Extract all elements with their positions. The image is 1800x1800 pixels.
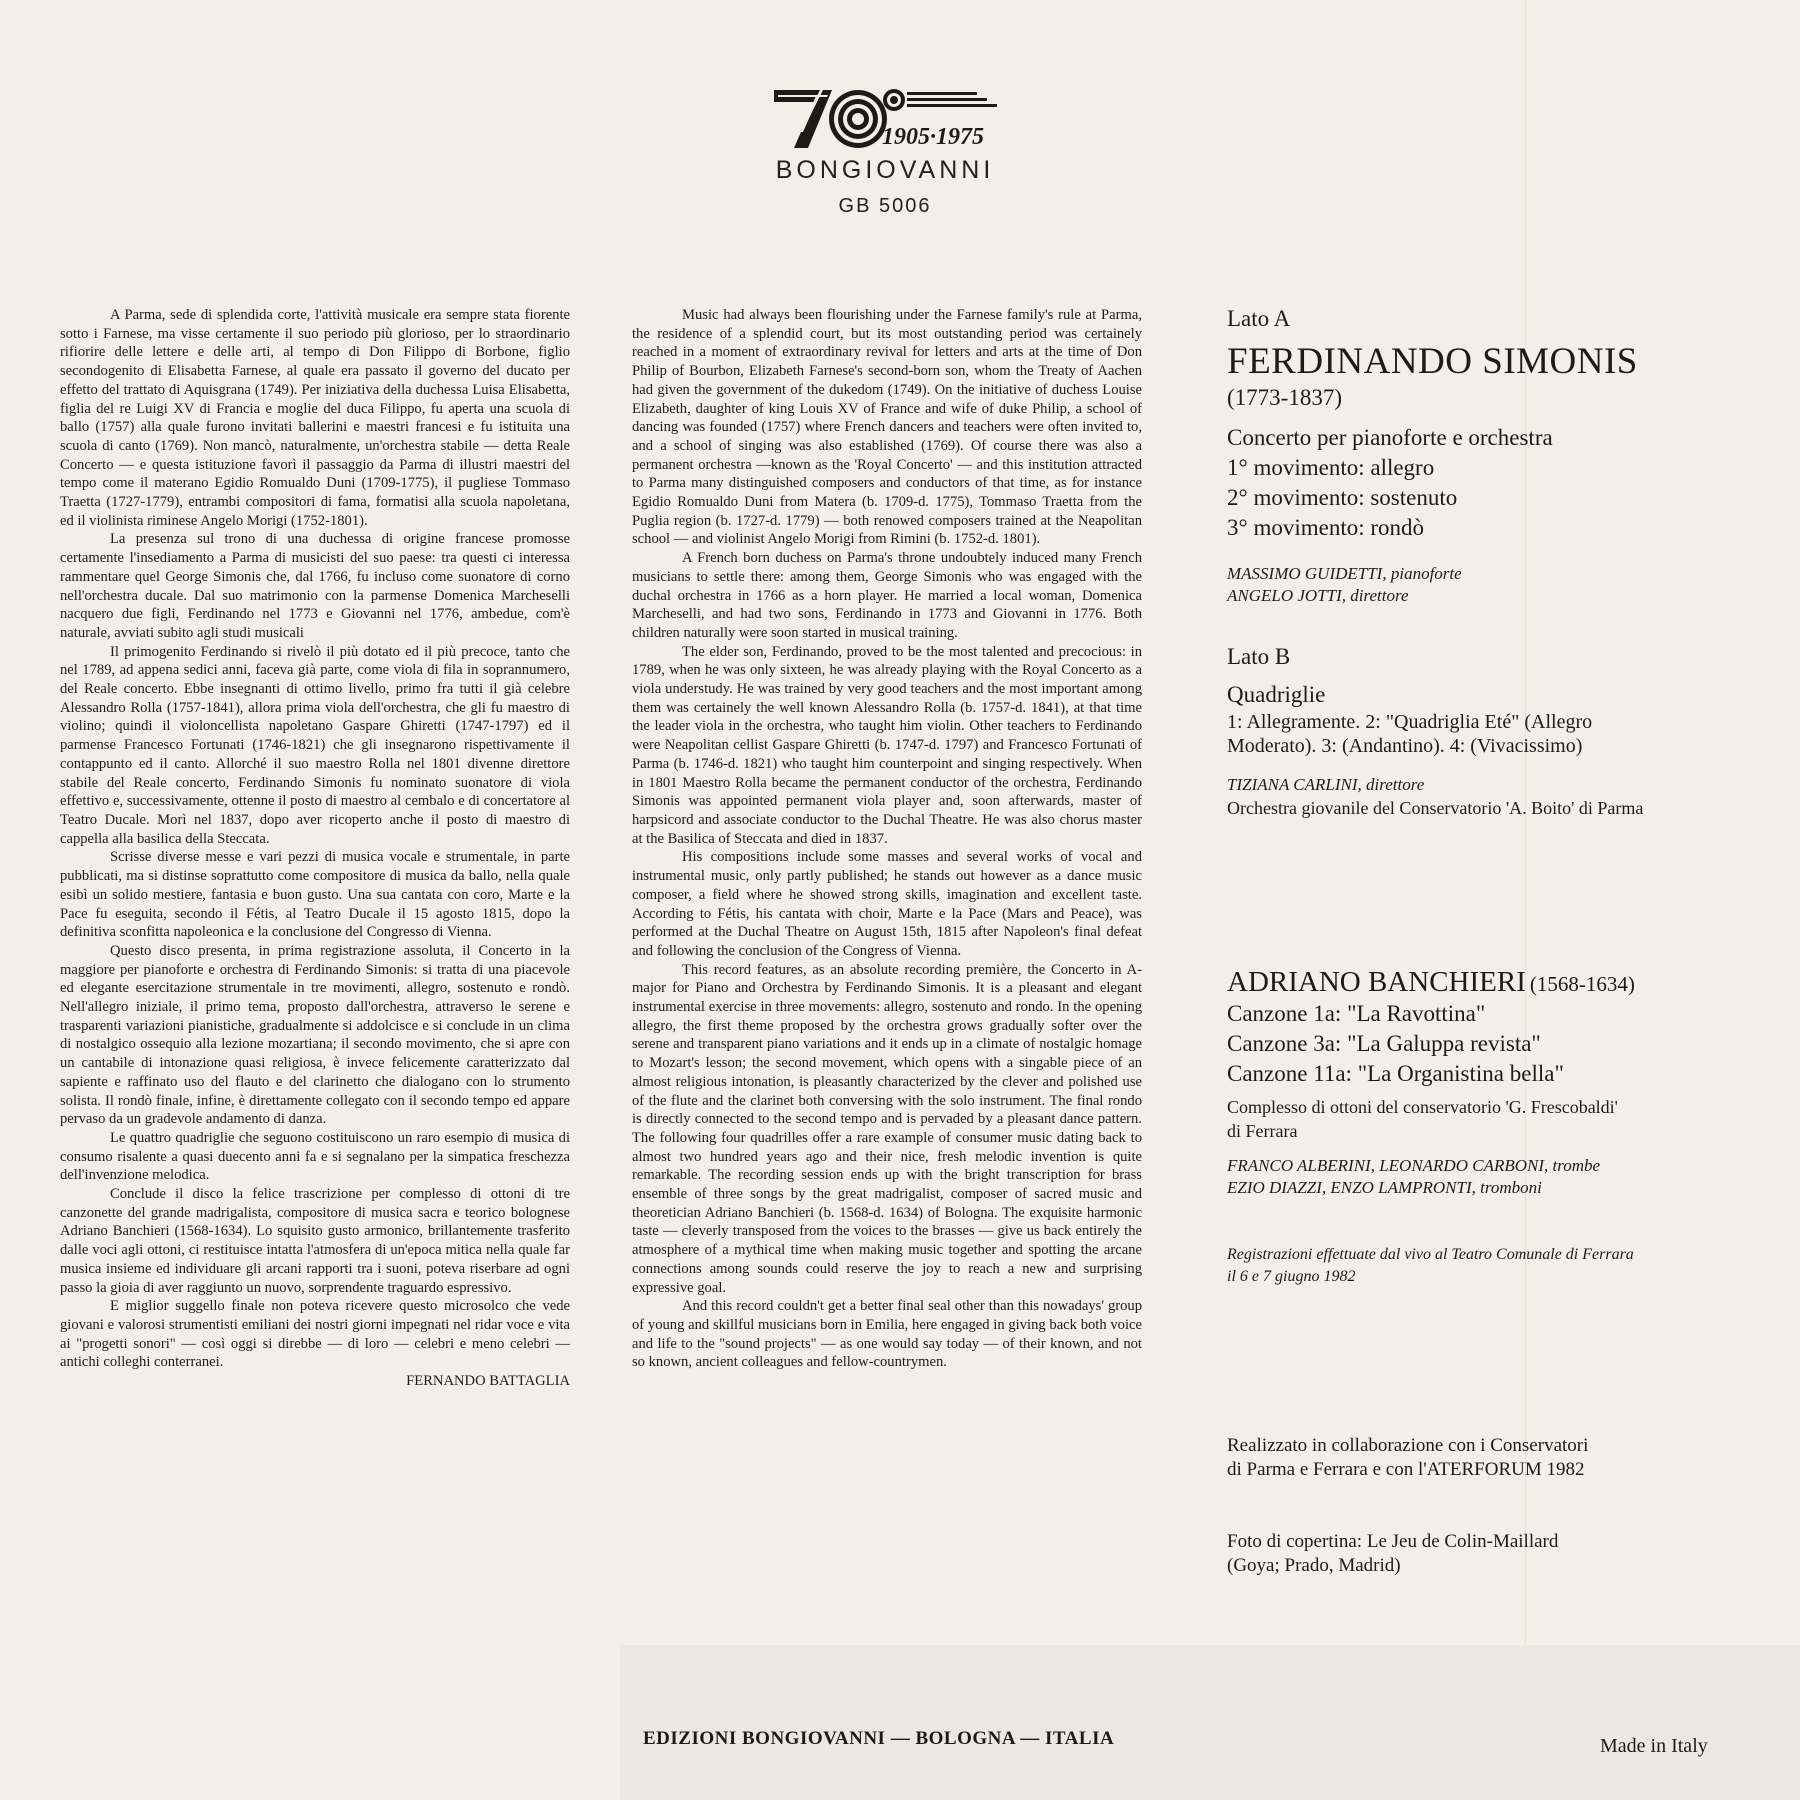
cover-credit-line: Foto di copertina: Le Jeu de Colin-Maillard [1227,1531,1559,1552]
english-paragraph: The elder son, Ferdinando, proved to be the most talented and precocious: in 1789, when he was only sixteen, he was already playing with the Royal Concerto as a viola understudy. He was trained by very good teachers and the most important among them was certainely the well known Alessandro Rolla (b. 1757-d. 1841), at that time the leader viola in the orchestra, who taught him violin. Other teachers to Ferdinando were Neapolitan cellist Gaspare Ghiretti (b. 1747-d. 1797) and Francesco Fortunati of Parma (b. 1746-d. 1821) who taught him counterpoint and singing respectively. When in 1801 Maestro Rolla became the permanent conductor of the orchestra, Ferdinando Simonis was appointed permanent viola player and, soon afterwards, master of harpsicord and associate conductor to the Duchal Theatre. He was also chorus master at the Basilica of Steccata and died in 1837. [632,643,1142,847]
english-liner-notes [632,306,1142,1372]
work-title: Quadriglie [1227,682,1326,707]
track-listing [1227,306,1747,1576]
performers [1227,563,1747,607]
performers [1227,1155,1747,1199]
side-a-label: Lato A [1227,306,1291,331]
italian-paragraph: E miglior suggello finale non poteva ricevere questo microsolco che vede giovani e valorosi strumentisti emiliani dei nostri giorni impegnati nel ridar voce e vita ai "progetti sonori" — così oggi si direbbe — di loro — celebri e meno celebri — antichi colleghi conterranei. [60,1298,570,1371]
side-b [1227,644,1747,820]
ensemble: di Ferrara [1227,1121,1298,1141]
ensemble: Complesso di ottoni del conservatorio 'G. Frescobaldi' [1227,1097,1618,1117]
composer-dates: (1773-1837) [1227,385,1342,410]
performer: EZIO DIAZZI, ENZO LAMPRONTI, tromboni [1227,1178,1542,1197]
italian-liner-notes [60,306,570,1391]
english-paragraph: This record features, as an absolute recording première, the Concerto in A-major for Piano and Orchestra by Ferdinando Simonis. It is a pleasant and elegant instrumental exercise in three movements: allegro, sostenuto and rondo. In the opening allegro, the first theme proposed by the orchestra grows gradually softer over the serene and transparent piano variations and it ends up in a climate of nostalgic homage to Mozart's lesson; the second movement, which opens with a singable piece of an almost religious intonation, is pleasantly characterized by the clever and polished use of the flute and the clarinet both conversing with the solo instrument. The final rondo is directly connected to the second tempo and is pervaded by a pleasant dance pattern. The following four quadrilles offer a rare example of consumer music dating back to almost two hundred years ago and their nice, fresh melodic invention is quite remarkable. The recording session ends up with the bright transcription for brass ensemble of three songs by the great madrigalist, composer of sacred music and theoretician Adriano Banchieri (b. 1568-d. 1634) of Bologna. The exquisite harmonic taste — cleverly transposed from the voices to the brasses — give us back entirely the atmosphere of a mythical time when making music together and spotting the arcane connections among sounds could reserve the joy to reach a new and surprising expressive goal. [632,961,1142,1296]
english-paragraph: His compositions include some masses and several works of vocal and instrumental music, only partly published; he stands out however as a dance music composer, a field where he showed strong skills, imagination and excellent taste. According to Fétis, his cantata with choir, Marte e la Pace (Mars and Peace), was performed at the Duchal Theatre on August 15th, 1815 after Napoleon's final defeat and following the conclusion of the Congress of Vienna. [632,849,1142,959]
italian-paragraph: La presenza sul trono di una duchessa di origine francese promosse certamente l'insediamento a Parma di musicisti del suo paese: tra questi ci interessa rammentare quel George Simonis che, dal 1766, fu incluso come suonatore di corno nell'orchestra ducale. Dal suo matrimonio con la parmense Domenica Marcheselli nacquero due figli, Ferdinando nel 1773 e Giovanni nel 1776, ambedue, com'è naturale, avviati subito agli studi musicali [60,531,570,641]
svg-text:1905·1975: 1905·1975 [882,124,984,150]
italian-paragraph: Questo disco presenta, in prima registrazione assoluta, il Concerto in la maggiore per pianoforte e orchestra di Ferdinando Simonis: si tratta di una piacevole ed elegante esercitazione strumentale in tre movimenti, allegro, sostenuto e rondò. Nell'allegro iniziale, il primo tema, proposto dall'orchestra, attraverso le serene e trasparenti variazioni pianistiche, gradualmente si addolcisce e si conclude in un clima di nostalgico ossequio alla lezione mozartiana; il secondo movimento, che si apre con un cantabile di intonazione quasi religiosa, è invece felicemente caratterizzato dal sapiente e raffinato uso del flauto e del clarinetto che dialogano con lo strumento solista. Il rondò finale, infine, è direttamente collegato con il secondo tempo ed appare pervaso da un gradevole andamento di danza. [60,942,570,1128]
composer-name: FERDINANDO SIMONIS [1227,341,1638,382]
italian-paragraph: Scrisse diverse messe e vari pezzi di musica vocale e strumentale, in parte pubblicati, ma si distinse soprattutto come compositore di musica da ballo, nella quale esibì un solido mestiere, fantasia e buon gusto. Una sua cantata con coro, Marte e la Pace fu eseguita, secondo il Fétis, al Teatro Ducale il 15 agosto 1815, dopo la definitiva sconfitta napoleonica e la conclusione del Congresso di Vienna. [60,849,570,941]
recording-note-line: Registrazioni effettuate dal vivo al Teatro Comunale di Ferrara [1227,1246,1634,1263]
work-detail: Moderato). 3: (Andantino). 4: (Vivacissimo) [1227,735,1583,757]
song: Canzone 11a: "La Organistina bella" [1227,1061,1564,1086]
brand-name: BONGIOVANNI [775,156,995,184]
song: Canzone 1a: "La Ravottina" [1227,1001,1486,1026]
recording-note [1227,1244,1727,1288]
cover-photo-credit [1227,1530,1558,1578]
movement: 1° movimento: allegro [1227,455,1435,480]
banchieri-section [1227,966,1747,1199]
italian-paragraph: A Parma, sede di splendida corte, l'attività musicale era sempre stata fiorente sotto i Farnese, ma visse certamente il suo periodo più glorioso, per lo straordinario rifiorire delle lettere e delle arti, al tempo di Don Filippo di Borbone, figlio secondogenito di Elisabetta Farnese, al quale era passato il governo del ducato per effetto del trattato di Aquisgrana (1749). Per iniziativa della duchessa Luisa Elisabetta, figlia del re Luigi XV di Francia e moglie del duca Filippo, fu aperta una scuola di ballo (1757) alla quale furono invitati ballerini e maestri francesi e fu istituita una scuola di canto (1769). Non mancò, naturalmente, un'orchestra stabile — detta Reale Concerto — e questa istituzione favorì il passaggio da Parma di illustri maestri del tempo come il materano Egidio Romualdo Duni (1709-1775), il pugliese Tommaso Traetta (1727-1779), entrambi compositori di fama, formatisi alla scuola napoletana, ed il violinista riminese Angelo Morigi (1752-1801). [60,307,570,529]
footer-band [620,1645,1800,1800]
recording-note-line: il 6 e 7 giugno 1982 [1227,1268,1356,1285]
made-in-label: Made in Italy [1600,1735,1708,1757]
performer: MASSIMO GUIDETTI, pianoforte [1227,564,1462,583]
work-title: Concerto per pianoforte e orchestra [1227,425,1553,450]
publisher-line: EDIZIONI BONGIOVANNI — BOLOGNA — ITALIA [643,1728,1115,1749]
conductor: TIZIANA CARLINI, direttore [1227,775,1425,794]
work-detail: 1: Allegramente. 2: "Quadriglia Eté" (Allegro [1227,711,1593,733]
header [760,82,1010,218]
english-paragraph: A French born duchess on Parma's throne undoubtely induced many French musicians to settle there: among them, George Simonis who was engaged with the duchal orchestra in 1766 as a horn player. He married a local woman, Domenica Marcheselli, and had two sons, Ferdinando in 1773 and Giovanni in 1776. Both children naturally were soon started in musical training. [632,550,1142,641]
side-b-label: Lato B [1227,644,1291,669]
side-a [1227,306,1747,607]
orchestra: Orchestra giovanile del Conservatorio 'A. Boito' di Parma [1227,798,1644,818]
catalog-number: GB 5006 [838,195,932,217]
english-paragraph: And this record couldn't get a better final seal other than this nowadays' group of young and skillful musicians born in Emilia, here engaged in giving back both voice and life to the "sound projects" — as one would say today — of their known, and not so known, ancient colleagues and fellow-countrymen. [632,1298,1142,1371]
movement: 2° movimento: sostenuto [1227,485,1458,510]
movement: 3° movimento: rondò [1227,515,1425,540]
composer-name: ADRIANO BANCHIERI [1227,966,1526,998]
anniversary-logo-icon [770,82,1000,152]
performer: FRANCO ALBERINI, LEONARDO CARBONI, trombe [1227,1156,1601,1175]
italian-paragraph: Il primogenito Ferdinando si rivelò il più dotato ed il più precoce, tanto che nel 1789, ad appena sedici anni, faceva già parte, come viola di fila in soprannumero, del Reale concerto. Ebbe insegnanti di ottimo livello, primo fra tutti il già celebre Alessandro Rolla (1757-1841), allora prima viola dell'orchestra, che gli fu maestro di violino; quindi il violoncellista napoletano Gaspare Ghiretti (1747-1797) ed il parmense Francesco Fortunati (1746-1821) che gli insegnarono rispettivamente il contappunto ed il canto. Allorché il suo maestro Rolla nel 1801 divenne direttore stabile del Reale concerto, Ferdinando Simonis fu nominato suonatore di viola effettivo e, successivamente, ottenne il posto di maestro al cembalo e di concertatore al Teatro Ducale. Morì nel 1837, dopo aver ricoperto anche il posto di maestro di cappella alla basilica della Steccata. [60,643,570,847]
collaboration-note [1227,1434,1588,1482]
collaboration-line: di Parma e Ferrara e con l'ATERFORUM 1982 [1227,1459,1585,1480]
collaboration-line: Realizzato in collaborazione con i Conservatori [1227,1435,1589,1456]
performer: ANGELO JOTTI, direttore [1227,586,1409,605]
cover-credit-line: (Goya; Prado, Madrid) [1227,1555,1401,1576]
english-paragraph: Music had always been flourishing under the Farnese family's rule at Parma, the residence of a splendid court, but its most outstanding period was certainely reached in a moment of extraordinary revival for letters and arts at the time of Don Philip of Bourbon, Elizabeth Farnese's second-born son, whom the Treaty of Aachen had given the government of the dukedom (1749). On the initiative of duchess Louise Elizabeth, daughter of king Louis XV of France and wife of duke Philip, a school of dancing was founded (1757) where French dancers and teachers were often invited to, and a school of singing was also established (1769). Of course there was also a permanent orchestra —known as the 'Royal Concerto' — and this institution attracted to Parma many distinguished composers and conductors of that time, as for instance Egidio Romualdo Duni from Matera (b. 1709-d. 1775), Tommaso Traetta from the Puglia region (b. 1727-d. 1779) — both renowed composers trained at the Neapolitan school — and violinist Angelo Morigi from Rimini (b. 1752-d. 1801). [632,307,1142,548]
song: Canzone 3a: "La Galuppa revista" [1227,1031,1541,1056]
author-signature: FERNANDO BATTAGLIA [406,1373,570,1390]
italian-paragraph: Conclude il disco la felice trascrizione per complesso di ottoni di tre canzonette del grande madrigalista, compositore di musica sacra e teorico bolognese Adriano Banchieri (1568-1634). Lo squisito gusto armonico, brillantemente trasferito dalle voci agli ottoni, ci restituisce intatta l'atmosfera di un'epoca mitica nella quale far musica insieme ed individuare gli arcani rapporti tra i suoni, poteva riserbare ad ogni passo la gioia di aver raggiunto un nuovo, sorprendente traguardo espressivo. [60,1186,570,1296]
composer-dates: (1568-1634) [1529,972,1635,996]
italian-paragraph: Le quattro quadriglie che seguono costituiscono un raro esempio di musica di consumo risalente a quasi duecento anni fa e si segnalano per la simpatica freschezza dell'invenzione melodica. [60,1129,570,1184]
